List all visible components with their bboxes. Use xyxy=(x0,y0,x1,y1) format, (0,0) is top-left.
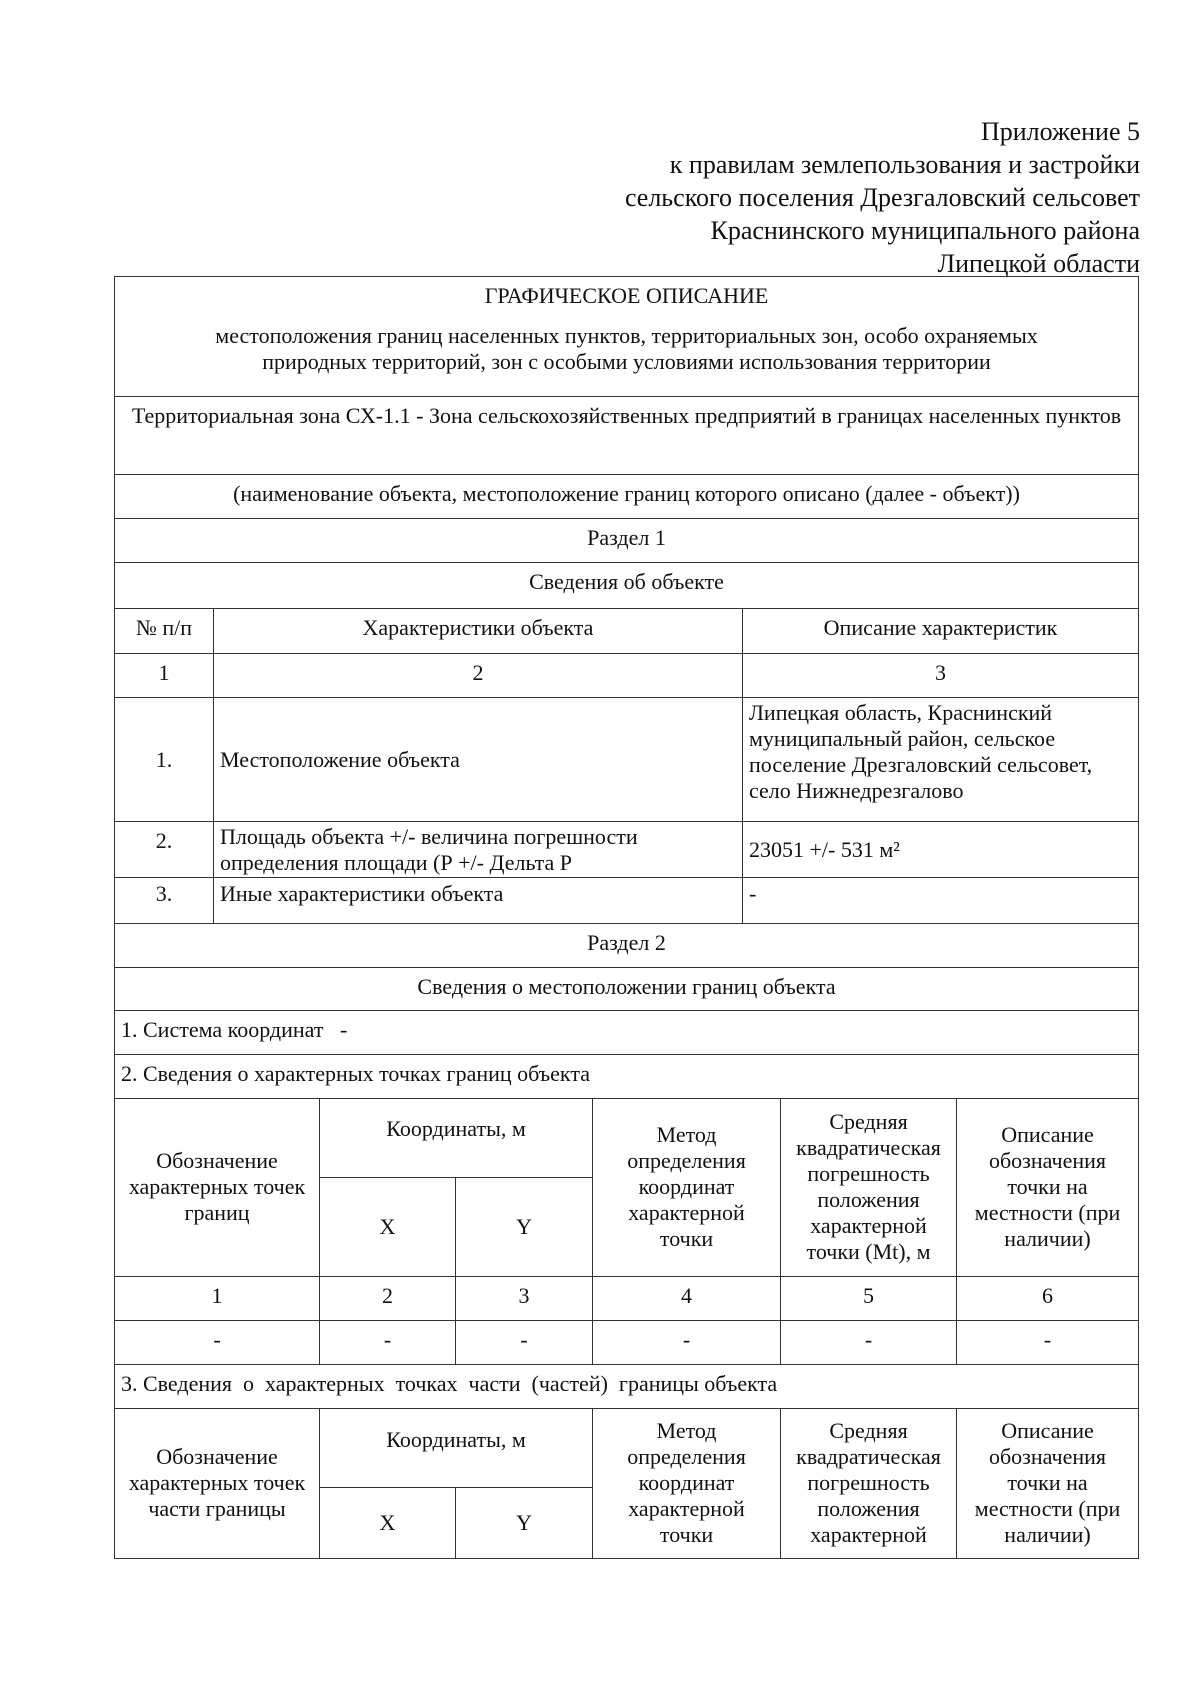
cell: - xyxy=(781,1320,957,1364)
header-line: Липецкой области xyxy=(937,249,1140,278)
description-table xyxy=(114,276,1139,1099)
object-caption: (наименование объекта, местоположение границ которого описано (далее - объект)) xyxy=(115,475,1139,519)
row-num: 2. xyxy=(115,822,214,878)
col-number: 2 xyxy=(214,654,743,698)
header-point-description: Описание обозначения точки на местности (при наличии) xyxy=(957,1098,1139,1276)
header-line: Приложение 5 xyxy=(980,117,1140,146)
header-line: к правилам землепользования и застройки xyxy=(669,150,1140,179)
header-point-description: Описание обозначения точки на местности (при наличии) xyxy=(957,1408,1139,1558)
table-row xyxy=(115,878,1139,924)
col-number: 6 xyxy=(957,1276,1139,1320)
col-number: 5 xyxy=(781,1276,957,1320)
col-number: 1 xyxy=(115,1276,320,1320)
cell: - xyxy=(593,1320,781,1364)
row-num: 3. xyxy=(115,878,214,924)
header-num: № п/п xyxy=(115,609,214,654)
header-designation: Обозначение характерных точек части границы xyxy=(115,1408,320,1558)
document-subtitle: местоположения границ населенных пунктов, территориальных зон, особо охраняемых природных территорий, зон с особыми условиями использования территории xyxy=(215,323,1038,374)
cell: - xyxy=(957,1320,1139,1364)
header-description: Описание характеристик xyxy=(743,609,1139,654)
row-name: Площадь объекта +/- величина погрешности определения площади (Р +/- Дельта Р xyxy=(214,822,743,878)
section1-title: Раздел 1 xyxy=(115,519,1139,563)
header-designation: Обозначение характерных точек границ xyxy=(115,1098,320,1276)
col-number: 3 xyxy=(456,1276,593,1320)
header-y: Y xyxy=(456,1177,593,1276)
header-error: Средняя квадратическая погрешность положения характерной xyxy=(781,1408,957,1558)
coord-system: 1. Система координат - xyxy=(115,1011,1139,1055)
object-name: Территориальная зона СХ-1.1 - Зона сельскохозяйственных предприятий в границах населенных пунктов xyxy=(115,397,1139,475)
section2-subtitle: Сведения о местоположении границ объекта xyxy=(115,968,1139,1011)
header-x: X xyxy=(320,1487,456,1558)
col-number: 3 xyxy=(743,654,1139,698)
section1-subtitle: Сведения об объекте xyxy=(115,563,1139,609)
row-name: Иные характеристики объекта xyxy=(214,878,743,924)
document-title: ГРАФИЧЕСКОЕ ОПИСАНИЕ xyxy=(484,283,769,308)
table-row xyxy=(115,1320,1139,1364)
title-cell xyxy=(115,277,1139,397)
points-table xyxy=(114,1098,1139,1559)
section2-title: Раздел 2 xyxy=(115,924,1139,968)
row-num: 1. xyxy=(115,698,214,822)
appendix-header xyxy=(625,115,1140,280)
header-method: Метод определения координат характерной точки xyxy=(593,1098,781,1276)
cell: - xyxy=(320,1320,456,1364)
header-coordinates: Координаты, м xyxy=(320,1098,593,1177)
header-y: Y xyxy=(456,1487,593,1558)
header-line: сельского поселения Дрезгаловский сельсовет xyxy=(624,183,1140,212)
col-number: 4 xyxy=(593,1276,781,1320)
table-row xyxy=(115,822,1139,878)
header-error: Средняя квадратическая погрешность положения характерной точки (Mt), м xyxy=(781,1098,957,1276)
header-method: Метод определения координат характерной точки xyxy=(593,1408,781,1558)
header-coordinates: Координаты, м xyxy=(320,1408,593,1487)
col-number: 1 xyxy=(115,654,214,698)
row-value: Липецкая область, Краснинский муниципальный район, сельское поселение Дрезгаловский сельсовет, село Нижнедрезгалово xyxy=(743,698,1139,822)
table-row xyxy=(115,698,1139,822)
col-number: 2 xyxy=(320,1276,456,1320)
parts-title: 3. Сведения о характерных точках части (частей) границы объекта xyxy=(115,1364,1139,1408)
cell: - xyxy=(456,1320,593,1364)
header-characteristics: Характеристики объекта xyxy=(214,609,743,654)
points-title: 2. Сведения о характерных точках границ объекта xyxy=(115,1055,1139,1099)
header-x: X xyxy=(320,1177,456,1276)
row-value: 23051 +/- 531 м² xyxy=(743,822,1139,878)
header-line: Краснинского муниципального района xyxy=(710,216,1140,245)
cell: - xyxy=(115,1320,320,1364)
row-name: Местоположение объекта xyxy=(214,698,743,822)
row-value: - xyxy=(743,878,1139,924)
